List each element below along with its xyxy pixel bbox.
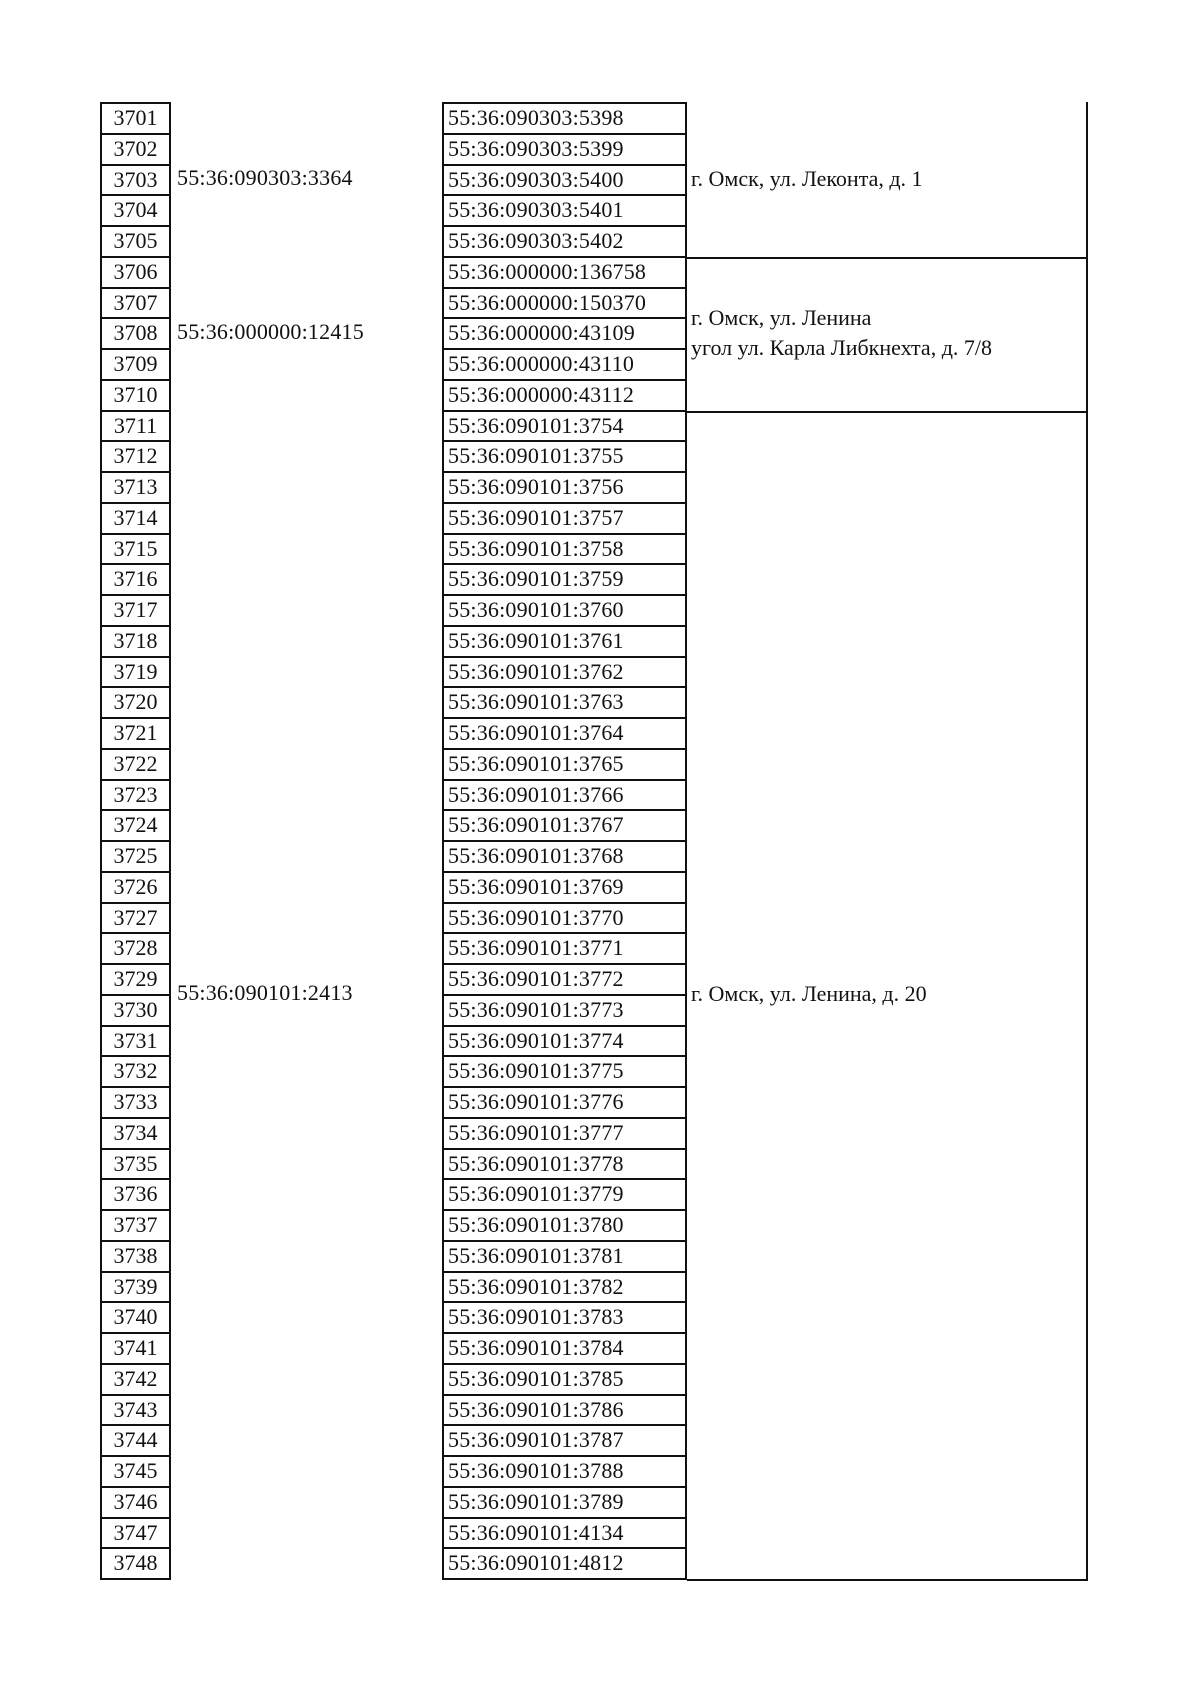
cadastral-number: 55:36:090101:3788 — [442, 1455, 687, 1488]
address-line: угол ул. Карла Либкнехта, д. 7/8 — [691, 334, 993, 360]
row-number: 3714 — [100, 502, 171, 535]
cadastral-number: 55:36:090101:3777 — [442, 1117, 687, 1150]
cadastral-number: 55:36:090101:3766 — [442, 779, 687, 812]
row-number: 3712 — [100, 440, 171, 473]
row-number: 3711 — [100, 410, 171, 443]
address-line: г. Омск, ул. Ленина, д. 20 — [691, 980, 927, 1006]
row-number: 3715 — [100, 533, 171, 566]
cadastral-number: 55:36:090101:3764 — [442, 717, 687, 750]
cadastral-number: 55:36:090101:3768 — [442, 840, 687, 873]
cadastral-number: 55:36:090303:5400 — [442, 164, 687, 197]
cadastral-number: 55:36:090101:3761 — [442, 625, 687, 658]
parent-cadastral-number: 55:36:090101:2413 — [177, 979, 353, 1005]
cadastral-number: 55:36:000000:136758 — [442, 256, 687, 289]
row-number: 3738 — [100, 1240, 171, 1273]
cadastral-number: 55:36:090101:3760 — [442, 594, 687, 627]
row-number: 3736 — [100, 1178, 171, 1211]
row-number: 3721 — [100, 717, 171, 750]
row-number: 3716 — [100, 563, 171, 596]
group-divider — [687, 257, 1088, 259]
cadastral-number: 55:36:090303:5402 — [442, 225, 687, 258]
cadastral-number: 55:36:090101:3780 — [442, 1209, 687, 1242]
row-number: 3724 — [100, 809, 171, 842]
row-number: 3743 — [100, 1394, 171, 1427]
group-divider — [687, 411, 1088, 413]
row-number: 3701 — [100, 102, 171, 135]
row-number: 3726 — [100, 871, 171, 904]
cadastral-number: 55:36:090101:3783 — [442, 1301, 687, 1334]
cadastral-number: 55:36:090101:3784 — [442, 1332, 687, 1365]
cadastral-number: 55:36:090101:3763 — [442, 686, 687, 719]
row-number: 3740 — [100, 1301, 171, 1334]
cadastral-number: 55:36:090303:5398 — [442, 102, 687, 135]
row-number: 3708 — [100, 317, 171, 350]
cadastral-number: 55:36:090101:3767 — [442, 809, 687, 842]
cadastral-number: 55:36:000000:43110 — [442, 348, 687, 381]
cadastral-number: 55:36:090101:3773 — [442, 994, 687, 1027]
row-number: 3723 — [100, 779, 171, 812]
cadastral-number: 55:36:090101:3759 — [442, 563, 687, 596]
row-number: 3734 — [100, 1117, 171, 1150]
cadastral-number: 55:36:090101:3765 — [442, 748, 687, 781]
cadastral-number: 55:36:090101:3769 — [442, 871, 687, 904]
cadastral-number: 55:36:090101:3770 — [442, 902, 687, 935]
cadastral-number: 55:36:090101:3778 — [442, 1148, 687, 1181]
row-number: 3710 — [100, 379, 171, 412]
cadastral-number: 55:36:090101:3771 — [442, 932, 687, 965]
cadastral-number: 55:36:090101:3779 — [442, 1178, 687, 1211]
cadastral-number: 55:36:090101:3789 — [442, 1486, 687, 1519]
row-number: 3746 — [100, 1486, 171, 1519]
row-number: 3728 — [100, 932, 171, 965]
row-number: 3722 — [100, 748, 171, 781]
cadastral-number: 55:36:090101:3774 — [442, 1025, 687, 1058]
cadastral-number: 55:36:090101:3757 — [442, 502, 687, 535]
cadastral-number: 55:36:090101:3772 — [442, 963, 687, 996]
row-number: 3742 — [100, 1363, 171, 1396]
parent-cadastral-number: 55:36:090303:3364 — [177, 164, 353, 190]
cadastral-number: 55:36:000000:150370 — [442, 287, 687, 320]
row-number: 3748 — [100, 1547, 171, 1580]
row-number: 3741 — [100, 1332, 171, 1365]
row-number: 3730 — [100, 994, 171, 1027]
row-number: 3703 — [100, 164, 171, 197]
cadastral-number: 55:36:090101:3786 — [442, 1394, 687, 1427]
row-number: 3717 — [100, 594, 171, 627]
row-number: 3707 — [100, 287, 171, 320]
cadastral-number: 55:36:090101:3756 — [442, 471, 687, 504]
row-number: 3706 — [100, 256, 171, 289]
row-number: 3745 — [100, 1455, 171, 1488]
row-number: 3729 — [100, 963, 171, 996]
address-line: г. Омск, ул. Леконта, д. 1 — [691, 165, 923, 191]
row-number: 3709 — [100, 348, 171, 381]
cadastral-number: 55:36:090101:4812 — [442, 1547, 687, 1580]
parent-cadastral-number: 55:36:000000:12415 — [177, 318, 364, 344]
row-number: 3713 — [100, 471, 171, 504]
cadastral-number: 55:36:000000:43109 — [442, 317, 687, 350]
row-number: 3705 — [100, 225, 171, 258]
cadastral-number: 55:36:090101:4134 — [442, 1517, 687, 1550]
row-number: 3718 — [100, 625, 171, 658]
row-number: 3732 — [100, 1055, 171, 1088]
row-number: 3727 — [100, 902, 171, 935]
row-number: 3720 — [100, 686, 171, 719]
cadastral-number: 55:36:090101:3775 — [442, 1055, 687, 1088]
row-number: 3747 — [100, 1517, 171, 1550]
row-number: 3737 — [100, 1209, 171, 1242]
group-divider — [687, 1579, 1088, 1581]
cadastral-number: 55:36:090101:3787 — [442, 1424, 687, 1457]
row-number: 3744 — [100, 1424, 171, 1457]
row-number: 3739 — [100, 1271, 171, 1304]
row-number: 3704 — [100, 194, 171, 227]
row-number: 3735 — [100, 1148, 171, 1181]
row-number: 3702 — [100, 133, 171, 166]
cadastral-number: 55:36:090101:3785 — [442, 1363, 687, 1396]
row-number: 3725 — [100, 840, 171, 873]
cadastral-number: 55:36:090303:5399 — [442, 133, 687, 166]
cadastral-number: 55:36:090101:3776 — [442, 1086, 687, 1119]
address-line: г. Омск, ул. Ленина — [691, 304, 872, 330]
row-number: 3719 — [100, 656, 171, 689]
cadastral-number: 55:36:090101:3781 — [442, 1240, 687, 1273]
cadastral-number: 55:36:090101:3755 — [442, 440, 687, 473]
cadastral-number: 55:36:090101:3758 — [442, 533, 687, 566]
row-number: 3731 — [100, 1025, 171, 1058]
cadastral-number: 55:36:090303:5401 — [442, 194, 687, 227]
cadastral-number: 55:36:000000:43112 — [442, 379, 687, 412]
cadastral-number: 55:36:090101:3762 — [442, 656, 687, 689]
row-number: 3733 — [100, 1086, 171, 1119]
cadastral-number: 55:36:090101:3782 — [442, 1271, 687, 1304]
cadastral-number: 55:36:090101:3754 — [442, 410, 687, 443]
table-right-border — [1086, 102, 1088, 1580]
